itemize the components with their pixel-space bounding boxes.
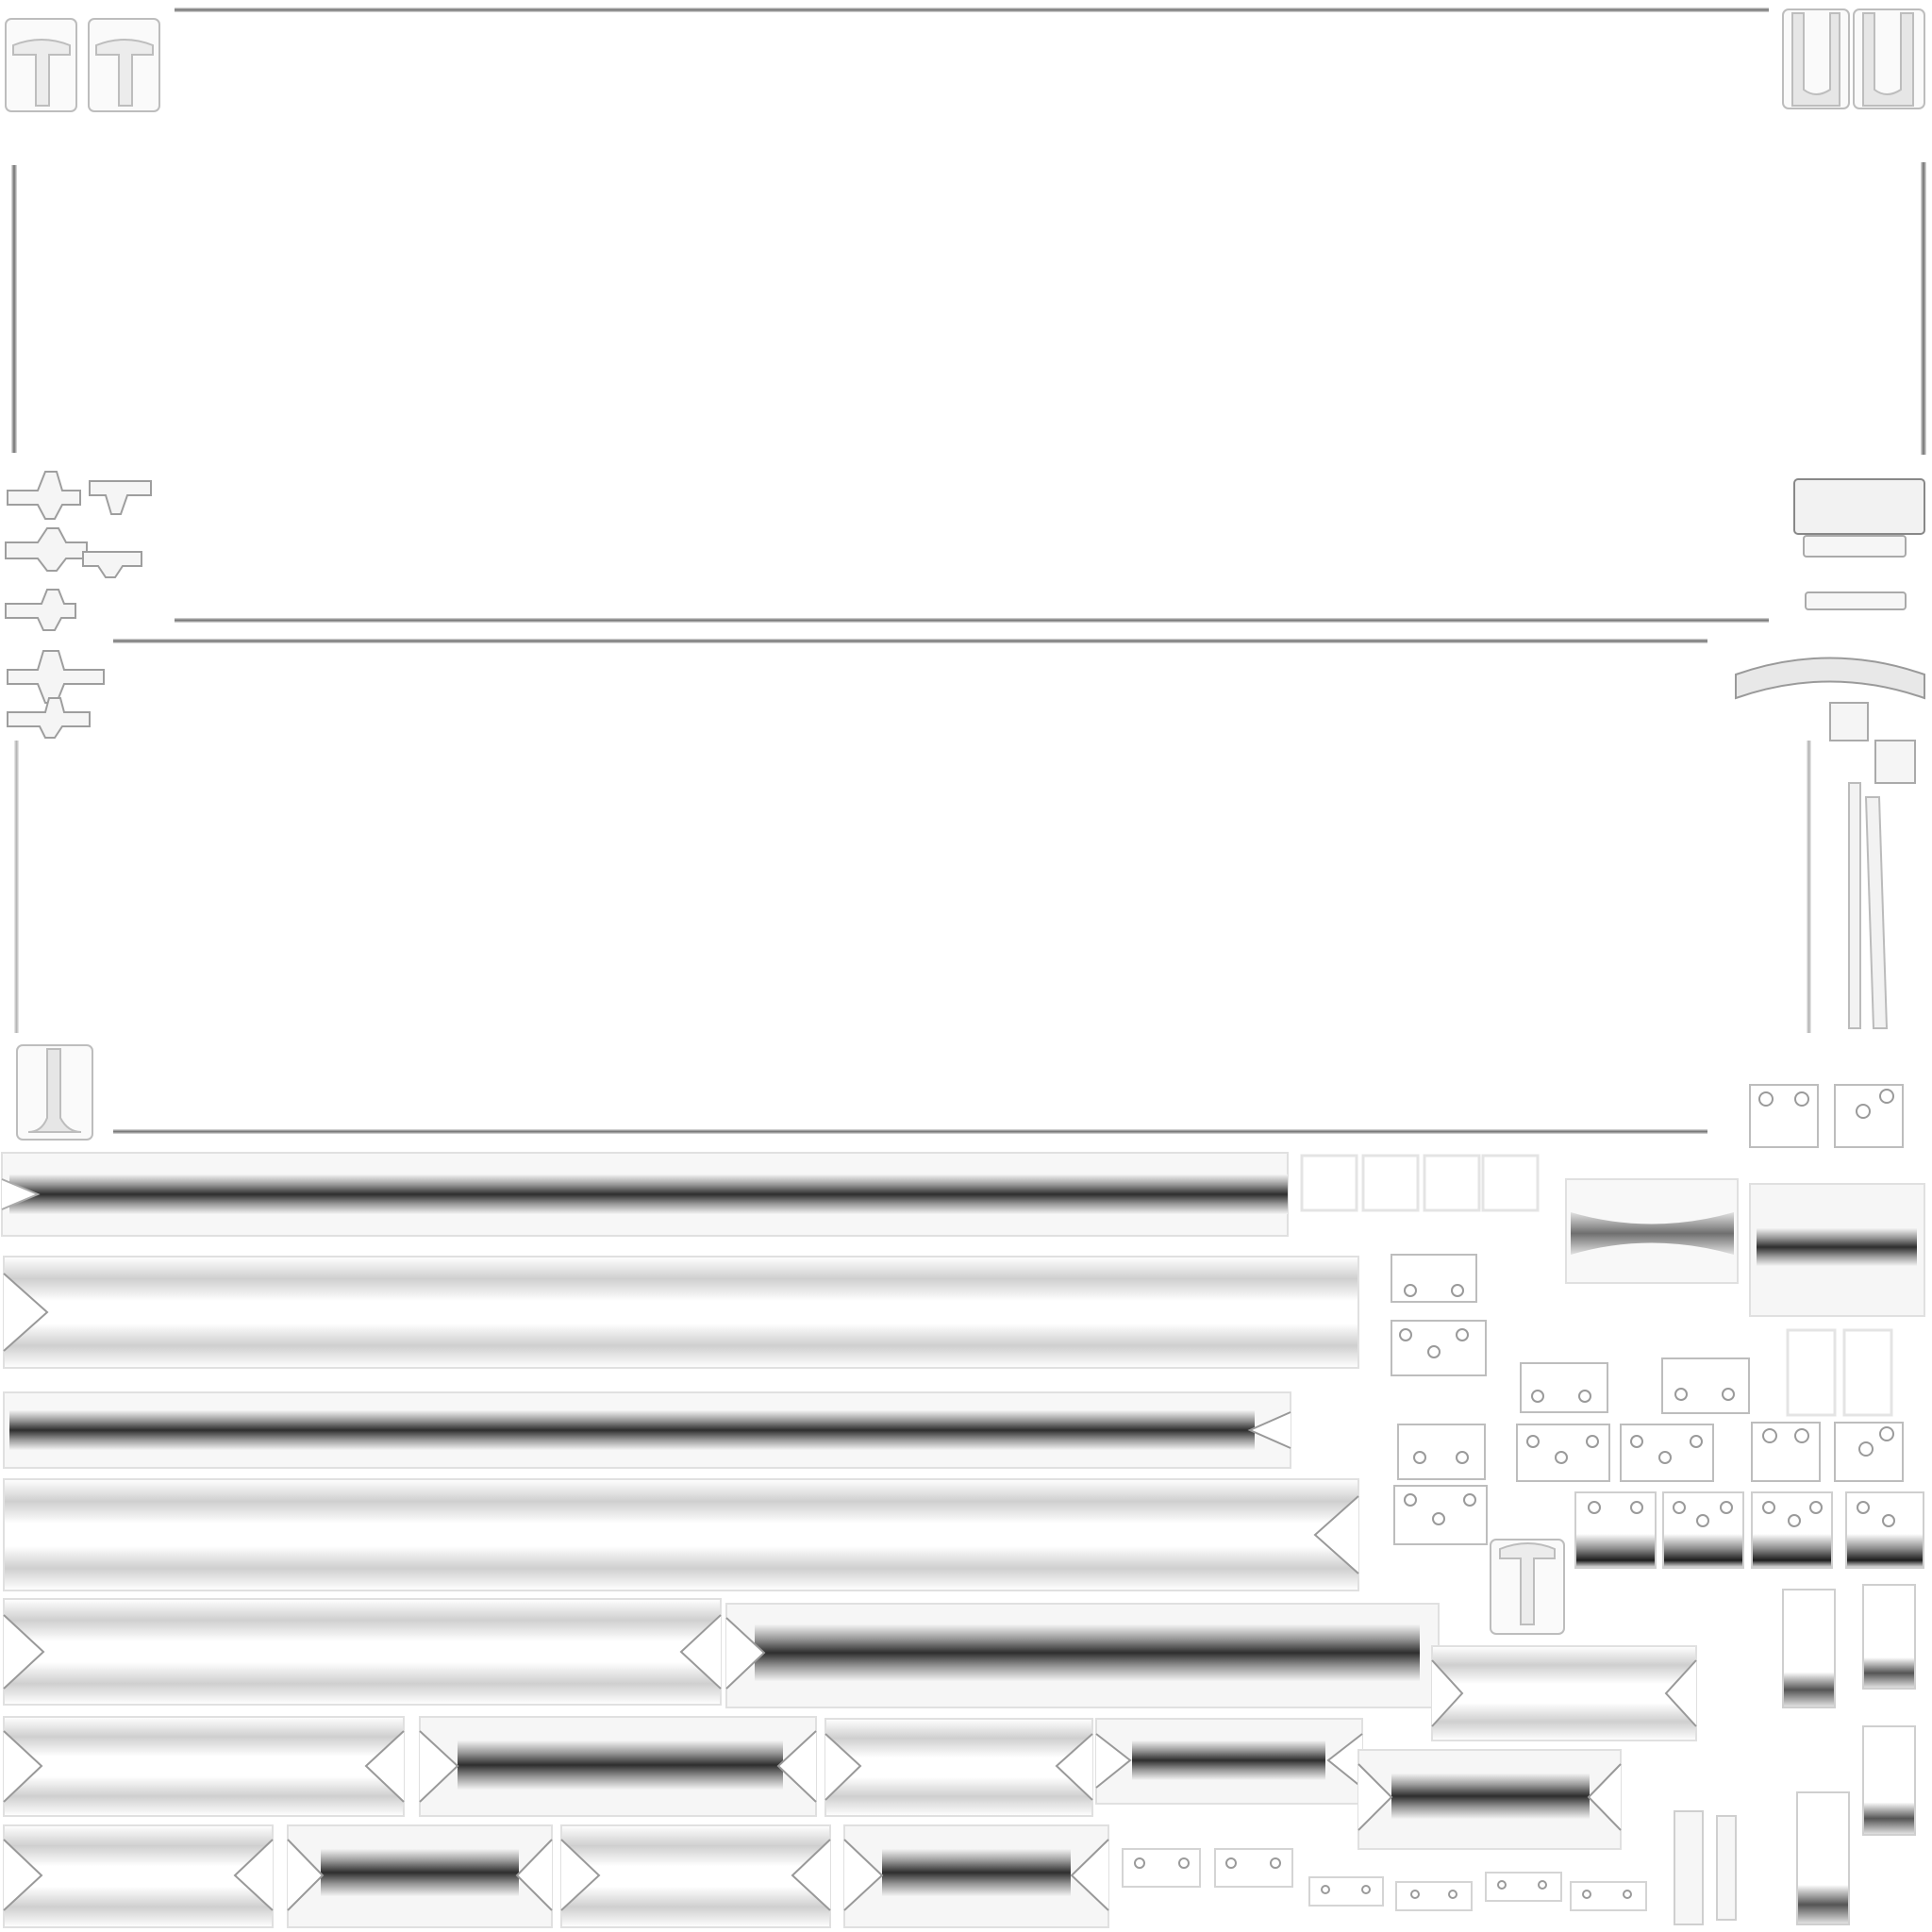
cross-fitting xyxy=(90,481,151,514)
hinge-plate xyxy=(1752,1423,1820,1481)
hinge-plate xyxy=(1394,1486,1487,1544)
corner-brackets xyxy=(6,9,1924,1634)
beam-light-2 xyxy=(4,1479,1358,1591)
tiny-plate xyxy=(1396,1882,1472,1910)
rail-mid-lower xyxy=(113,1129,1707,1134)
short-beam xyxy=(825,1719,1092,1816)
tall-hinge-arm xyxy=(1875,741,1915,783)
short-beam xyxy=(844,1825,1108,1927)
long-beams xyxy=(2,1153,1358,1591)
short-beam xyxy=(1358,1750,1621,1849)
tiny-plate xyxy=(1123,1849,1200,1887)
rail-right-upper xyxy=(1921,162,1926,455)
short-beam xyxy=(561,1825,830,1927)
beam-dark-2 xyxy=(4,1392,1291,1468)
bracket-lower-left xyxy=(17,1045,92,1140)
short-beam xyxy=(1096,1719,1362,1804)
hinge-plate xyxy=(1391,1255,1476,1302)
beam-light-4 xyxy=(1432,1646,1696,1740)
handle-plate xyxy=(1804,536,1906,557)
hinge-plate xyxy=(1521,1363,1607,1412)
short-beam xyxy=(4,1717,404,1816)
fitting xyxy=(1717,1816,1736,1920)
tall-hinge-arm xyxy=(1830,703,1868,741)
beam-light-3 xyxy=(4,1599,721,1705)
right-side-parts xyxy=(1736,479,1924,1028)
blank-panel xyxy=(1424,1156,1479,1210)
hinge-plate xyxy=(1398,1424,1485,1479)
tiny-plate xyxy=(1571,1882,1646,1910)
handle-plate xyxy=(1794,479,1924,534)
bracket-blocks xyxy=(1566,1179,1924,1316)
short-beam xyxy=(288,1825,552,1927)
blank-panel xyxy=(1483,1156,1538,1210)
tiny-plates xyxy=(1123,1849,1646,1910)
rail-mid-upper xyxy=(113,639,1707,643)
hinge-plates-shaded xyxy=(1575,1492,1924,1568)
fitting xyxy=(1863,1585,1915,1689)
hinge-plate-shaded xyxy=(1575,1492,1656,1568)
beam-light-1 xyxy=(4,1257,1358,1368)
hinge-plate xyxy=(1391,1321,1486,1375)
fitting xyxy=(1674,1811,1703,1924)
rail-top-upper xyxy=(175,8,1769,12)
beam-dark-3 xyxy=(726,1604,1439,1707)
hinge-plate xyxy=(1662,1358,1749,1413)
bracket-top-right-b xyxy=(1854,9,1924,108)
u-bracket-dark xyxy=(1750,1184,1924,1316)
hinge-plate-shaded xyxy=(1663,1492,1743,1568)
short-beam xyxy=(4,1825,273,1927)
blank-panel xyxy=(1363,1156,1418,1210)
cross-fitting xyxy=(8,651,104,703)
fitting xyxy=(1863,1726,1915,1835)
hinge-plate xyxy=(1835,1423,1903,1481)
bracket-top-left-a xyxy=(6,19,76,111)
bracket-mid-right xyxy=(1491,1540,1564,1634)
blank-panel xyxy=(1844,1330,1891,1415)
blank-panel xyxy=(1788,1330,1835,1415)
hinge-plate xyxy=(1517,1424,1609,1481)
cross-fitting xyxy=(83,552,142,577)
fitting xyxy=(1797,1792,1849,1924)
cross-fitting xyxy=(6,590,75,630)
bracket-top-right-a xyxy=(1783,9,1849,108)
curved-handle xyxy=(1736,658,1924,699)
handle-plate xyxy=(1806,592,1906,609)
rail-left-lower xyxy=(14,741,19,1033)
tiny-plate xyxy=(1309,1877,1383,1906)
beam-dark-1 xyxy=(2,1153,1288,1236)
hinge-plate xyxy=(1621,1424,1713,1481)
tiny-plate xyxy=(1486,1873,1561,1901)
hinge-plate-shaded xyxy=(1846,1492,1924,1568)
fitting xyxy=(1783,1590,1835,1707)
short-beams-row-2 xyxy=(4,1825,1108,1927)
u-bracket-light xyxy=(1566,1179,1738,1283)
hinge-plate xyxy=(1750,1085,1818,1147)
tall-hinge-arm xyxy=(1849,783,1860,1028)
blank-panel xyxy=(1302,1156,1357,1210)
cross-fitting xyxy=(6,528,87,571)
short-beam xyxy=(420,1717,816,1816)
cross-fitting xyxy=(8,472,80,519)
rail-top-lower xyxy=(175,618,1769,623)
frame-rails xyxy=(11,8,1926,1134)
hinge-plate-shaded xyxy=(1752,1492,1832,1568)
cross-fitting xyxy=(8,698,90,738)
rail-right-lower xyxy=(1807,741,1811,1033)
rail-left-upper xyxy=(11,165,17,453)
bracket-top-left-b xyxy=(89,19,159,111)
hinge-plate xyxy=(1835,1085,1903,1147)
tall-hinge-arm xyxy=(1866,797,1887,1028)
tiny-plate xyxy=(1215,1849,1292,1887)
cross-fittings-left xyxy=(6,472,151,738)
vertical-fittings xyxy=(1674,1585,1915,1924)
